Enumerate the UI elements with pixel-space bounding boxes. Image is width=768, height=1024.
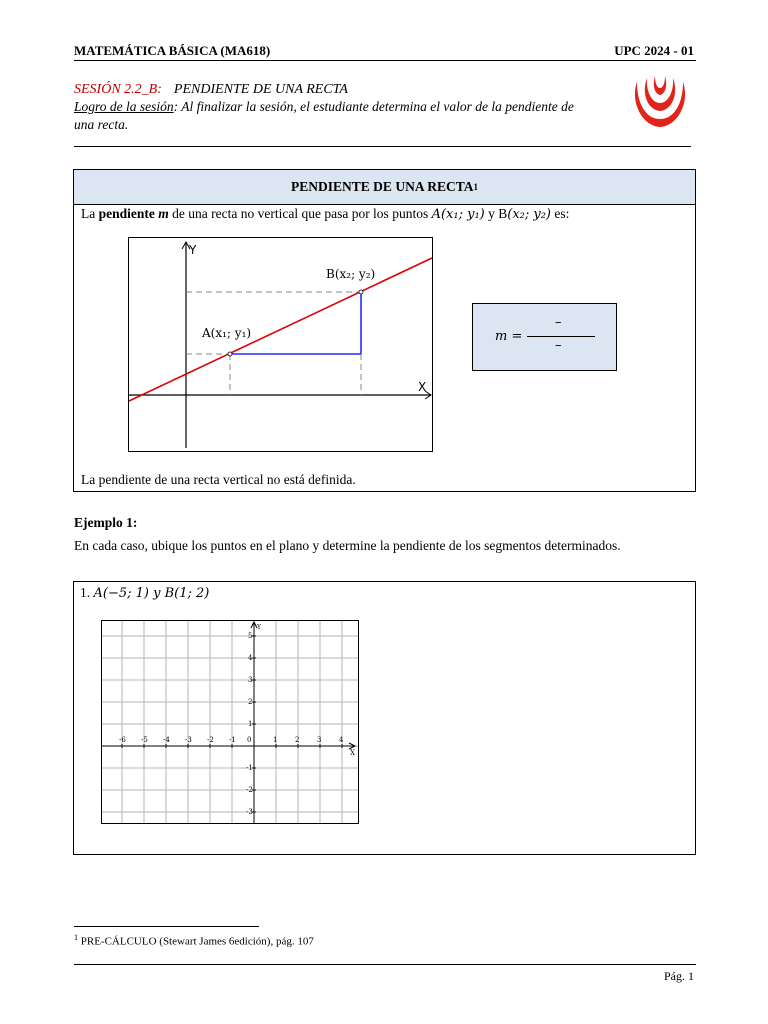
axis-x-label: X — [418, 380, 427, 394]
goal-text-1: : Al finalizar la sesión, el estudiante determina el valor de la pendiente de — [173, 99, 574, 114]
y-tick-label: -3 — [246, 808, 253, 816]
goal-label: Logro de la sesión — [74, 99, 174, 114]
header-rule — [74, 60, 696, 61]
coordinate-grid-svg — [102, 621, 358, 823]
course-title: MATEMÁTICA BÁSICA (MA618) — [74, 43, 271, 58]
slope-graph-svg — [129, 238, 432, 451]
x-tick-label: -3 — [185, 736, 192, 744]
y-tick-label: 2 — [248, 698, 253, 706]
vertical-note: La pendiente de una recta vertical no está definida. — [81, 472, 356, 487]
item-points: A(−5; 1) y B(1; 2) — [93, 586, 210, 601]
y-tick-label: 3 — [248, 676, 253, 684]
definition-intro — [81, 206, 569, 222]
footnote — [74, 933, 314, 948]
red-line — [129, 258, 432, 401]
item-heading — [80, 585, 209, 601]
page-number: Pág. 1 — [664, 969, 694, 983]
session-code: SESIÓN 2.2_B: — [74, 82, 162, 97]
fraction-bar — [527, 336, 595, 337]
formula-numerator: – — [555, 315, 562, 330]
definition-box — [73, 169, 696, 492]
y-tick-label: 5 — [248, 632, 253, 640]
point-b-text: (x₂; y₂) — [507, 207, 552, 222]
x-tick-label: -5 — [141, 736, 148, 744]
formula-lhs: m = — [495, 329, 523, 344]
x-tick-label: 4 — [339, 736, 344, 744]
x-tick-label: -1 — [229, 736, 236, 744]
example-instruction: En cada caso, ubique los puntos en el plano y determine la pendiente de los segmentos determinados. — [74, 538, 621, 553]
x-tick-label: 1 — [273, 736, 278, 744]
x-tick-label: 3 — [317, 736, 322, 744]
formula-denominator: – — [555, 338, 562, 353]
point-a-text: A(x₁; y₁) — [431, 207, 485, 222]
y-tick-label: 1 — [248, 720, 253, 728]
label-b: B(x₂; y₂) — [326, 267, 376, 281]
footnote-text: PRE-CÁLCULO (Stewart James 6edición), pág. 107 — [80, 935, 314, 948]
y-tick-label: -2 — [246, 786, 253, 794]
goal-text-2: una recta. — [74, 117, 129, 132]
x-tick-label: 0 — [247, 736, 252, 744]
axis-y-label: Y — [189, 243, 197, 257]
item-number: 1. — [80, 585, 91, 600]
session-heading — [74, 80, 348, 98]
example-title: Ejemplo 1: — [74, 515, 138, 530]
grid-x-label: X — [350, 749, 355, 757]
y-tick-label: -1 — [246, 764, 253, 772]
intro-mid: de una recta no vertical que pasa por los puntos — [168, 206, 432, 221]
point-b — [359, 290, 363, 294]
upc-logo-icon — [628, 72, 692, 132]
intro-bold: pendiente — [98, 206, 155, 221]
intro-end: es: — [551, 206, 570, 221]
x-tick-label: -2 — [207, 736, 214, 744]
label-a: A(x₁; y₁) — [202, 326, 252, 340]
x-tick-label: -6 — [119, 736, 126, 744]
footnote-ref: 1 — [473, 182, 478, 192]
slope-graph — [128, 237, 433, 452]
intro-pre: La — [81, 206, 99, 221]
definition-heading — [74, 170, 695, 205]
coordinate-grid[interactable] — [101, 620, 359, 824]
session-title: PENDIENTE DE UNA RECTA — [173, 82, 348, 97]
upc-logo — [628, 72, 692, 132]
session-rule — [74, 146, 691, 147]
footer-rule — [74, 964, 696, 965]
definition-heading-text: PENDIENTE DE UNA RECTA — [291, 179, 474, 194]
footnote-mark: 1 — [74, 933, 78, 942]
example-item-box — [73, 581, 696, 855]
x-tick-label: -4 — [163, 736, 170, 744]
intro-y: y B — [484, 206, 508, 221]
term-label: UPC 2024 - 01 — [614, 43, 694, 58]
formula-box — [472, 303, 617, 371]
footnote-rule — [74, 926, 259, 927]
grid-y-label: Y — [257, 624, 261, 631]
point-a — [228, 352, 232, 356]
x-tick-label: 2 — [295, 736, 300, 744]
intro-m: m — [158, 206, 169, 221]
y-tick-label: 4 — [248, 654, 253, 662]
session-goal — [74, 98, 619, 134]
